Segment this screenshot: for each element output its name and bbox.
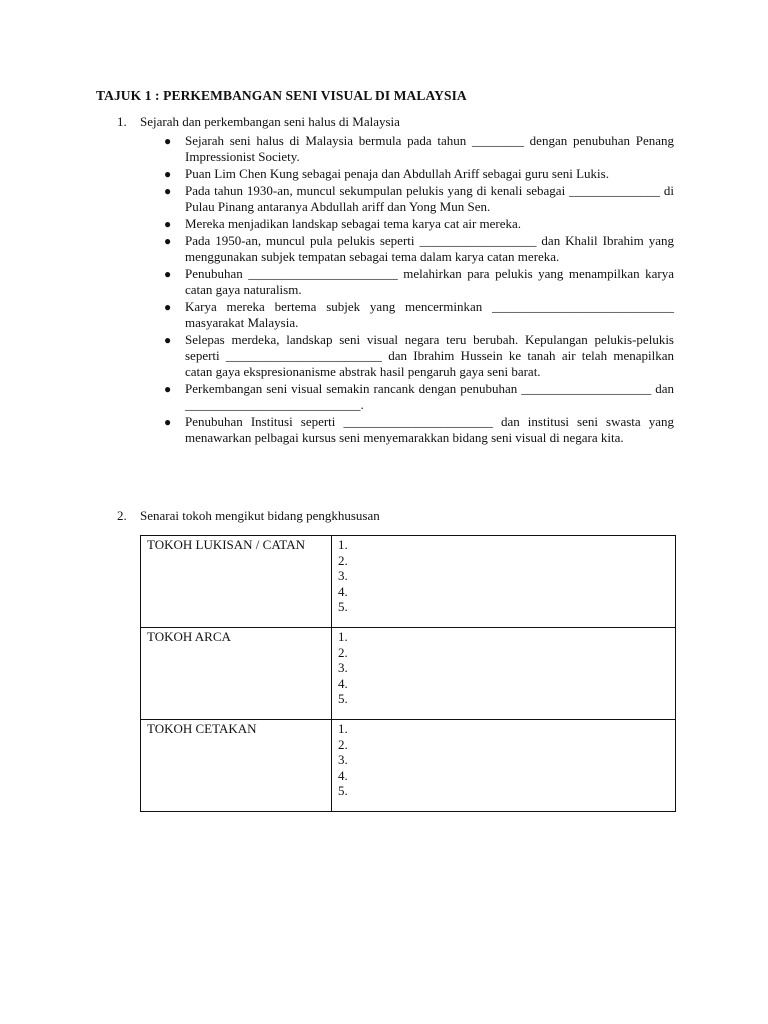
table-row bbox=[141, 720, 676, 812]
answer-number: 5. bbox=[338, 783, 348, 798]
answer-number: 4. bbox=[338, 675, 348, 691]
bullet-icon: ● bbox=[164, 234, 172, 248]
tokoh-table bbox=[140, 535, 676, 812]
list-item-text: Sejarah seni halus di Malaysia bermula pada tahun ________ dengan penubuhan Penang Impressionist Society. bbox=[185, 133, 674, 164]
list-item-text: Penubuhan Institusi seperti _______________________ dan institusi seni swasta yang menawarkan pelbagai kursus seni menyemarakkan bidang seni visual di negara kita. bbox=[185, 414, 674, 445]
answer-number: 3. bbox=[338, 660, 348, 675]
bullet-icon: ● bbox=[164, 333, 172, 347]
bullet-icon: ● bbox=[164, 300, 172, 314]
list-item-text: Pada tahun 1930-an, muncul sekumpulan pelukis yang di kenali sebagai ______________ di Pulau Pinang antaranya Abdullah ariff dan Yong Mun Sen. bbox=[185, 183, 674, 214]
bullet-icon: ● bbox=[164, 415, 172, 429]
answer-number: 1. bbox=[338, 537, 348, 552]
answer-number: 2. bbox=[338, 644, 348, 660]
answer-cell[interactable] bbox=[332, 720, 676, 812]
list-item-text: Puan Lim Chen Kung sebagai penaja dan Abdullah Ariff sebagai guru seni Lukis. bbox=[185, 166, 609, 181]
answer-number: 4. bbox=[338, 767, 348, 783]
answer-number: 4. bbox=[338, 583, 348, 599]
list-item bbox=[117, 414, 674, 446]
list-item bbox=[117, 233, 674, 265]
list-item bbox=[117, 381, 674, 413]
answer-number: 2. bbox=[338, 552, 348, 568]
list-item bbox=[117, 216, 674, 232]
answer-number: 5. bbox=[338, 599, 348, 614]
section-2-number: 2. bbox=[117, 508, 127, 523]
bullet-icon: ● bbox=[164, 134, 172, 148]
section-2 bbox=[117, 508, 677, 527]
section-1-heading bbox=[117, 114, 677, 130]
list-item-text: Perkembangan seni visual semakin rancank dengan penubuhan ____________________ dan ___________________________. bbox=[185, 381, 674, 412]
bullet-icon: ● bbox=[164, 217, 172, 231]
list-item bbox=[117, 183, 674, 215]
list-item-text: Selepas merdeka, landskap seni visual negara teru berubah. Kepulangan pelukis-pelukis seperti ________________________ dan Ibrahim Hussein ke tanah air telah menapilkan catan gaya ekspresionanisme abstrak hasil pengaruh gaya seni barat. bbox=[185, 332, 674, 379]
row-label: TOKOH CETAKAN bbox=[141, 720, 332, 812]
list-item-text: Pada 1950-an, muncul pula pelukis seperti __________________ dan Khalil Ibrahim yang menggunakan subjek tempatan sebagai tema dalam karya catan mereka. bbox=[185, 233, 674, 264]
list-item-text: Penubuhan _______________________ melahirkan para pelukis yang menampilkan karya catan gaya naturalism. bbox=[185, 266, 674, 297]
list-item bbox=[117, 166, 674, 182]
answer-number: 1. bbox=[338, 721, 348, 736]
section-1-number: 1. bbox=[117, 114, 127, 129]
bullet-list bbox=[117, 133, 677, 446]
page-title: TAJUK 1 : PERKEMBANGAN SENI VISUAL DI MALAYSIA bbox=[96, 88, 467, 103]
answer-number: 3. bbox=[338, 568, 348, 583]
bullet-icon: ● bbox=[164, 167, 172, 181]
answer-number: 3. bbox=[338, 752, 348, 767]
section-1 bbox=[117, 114, 677, 447]
row-label: TOKOH ARCA bbox=[141, 628, 332, 720]
table-row bbox=[141, 628, 676, 720]
bullet-icon: ● bbox=[164, 382, 172, 396]
list-item bbox=[117, 266, 674, 298]
bullet-icon: ● bbox=[164, 184, 172, 198]
list-item bbox=[117, 299, 674, 331]
row-label: TOKOH LUKISAN / CATAN bbox=[141, 536, 332, 628]
section-1-heading-text: Sejarah dan perkembangan seni halus di Malaysia bbox=[140, 114, 400, 129]
table-row bbox=[141, 536, 676, 628]
list-item bbox=[117, 332, 674, 380]
list-item bbox=[117, 133, 674, 165]
answer-number: 5. bbox=[338, 691, 348, 706]
bullet-icon: ● bbox=[164, 267, 172, 281]
answer-cell[interactable] bbox=[332, 536, 676, 628]
section-2-heading-text: Senarai tokoh mengikut bidang pengkhususan bbox=[140, 508, 380, 523]
list-item-text: Karya mereka bertema subjek yang mencerminkan ____________________________ masyarakat Malaysia. bbox=[185, 299, 674, 330]
answer-number: 1. bbox=[338, 629, 348, 644]
answer-cell[interactable] bbox=[332, 628, 676, 720]
list-item-text: Mereka menjadikan landskap sebagai tema karya cat air mereka. bbox=[185, 216, 522, 231]
section-2-heading bbox=[117, 508, 677, 524]
answer-number: 2. bbox=[338, 736, 348, 752]
